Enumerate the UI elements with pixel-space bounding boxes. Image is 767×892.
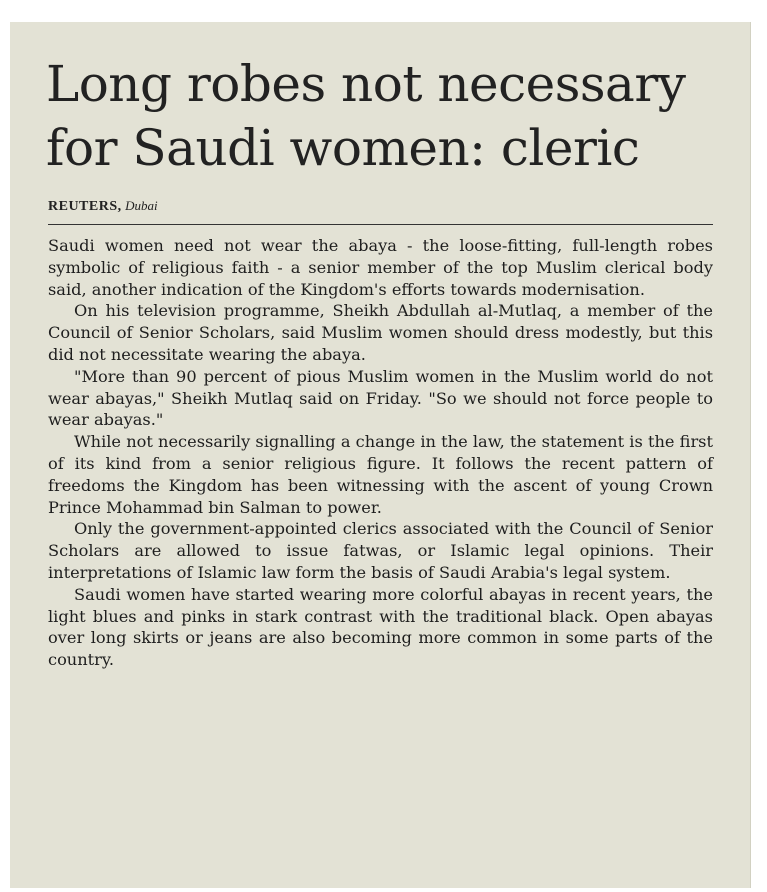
article-paragraph: Only the government-appointed clerics associated with the Council of Senior Scholars are allowed to issue fatwas, or Islamic legal opinions. Their interpretations of Islamic law form the basis of Saudi Arabia's legal system.: [48, 519, 713, 582]
article-paragraph: Saudi women have started wearing more colorful abayas in recent years, the light blues and pinks in stark contrast with the traditional black. Open abayas over long skirts or jeans are also becoming more common in some parts of the country.: [48, 584, 713, 670]
news-article-clipping: [10, 22, 751, 888]
article-headline: Long robes not necessary for Saudi women: cleric: [46, 55, 686, 177]
byline-dateline: Dubai: [125, 198, 158, 213]
byline-divider: [48, 224, 713, 225]
article-paragraph: "More than 90 percent of pious Muslim women in the Muslim world do not wear abayas," Sheikh Mutlaq said on Friday. "So we should not force people to wear abayas.": [48, 366, 713, 430]
article-paragraph: Saudi women need not wear the abaya - the loose-fitting, full-length robes symbolic of religious faith - a senior member of the top Muslim clerical body said, another indication of the Kingdom's efforts towards modernisation.: [48, 236, 713, 299]
article-body: [48, 235, 713, 671]
byline-source: REUTERS,: [48, 199, 122, 214]
article-paragraph: While not necessarily signalling a change in the law, the statement is the first of its kind from a senior religious figure. It follows the recent pattern of freedoms the Kingdom has been witnessing with the ascent of young Crown Prince Mohammad bin Salman to power.: [48, 432, 713, 517]
article-paragraph: On his television programme, Sheikh Abdullah al-Mutlaq, a member of the Council of Senior Scholars, said Muslim women should dress modestly, but this did not necessitate wearing the abaya.: [48, 301, 713, 364]
article-byline: [48, 198, 158, 215]
